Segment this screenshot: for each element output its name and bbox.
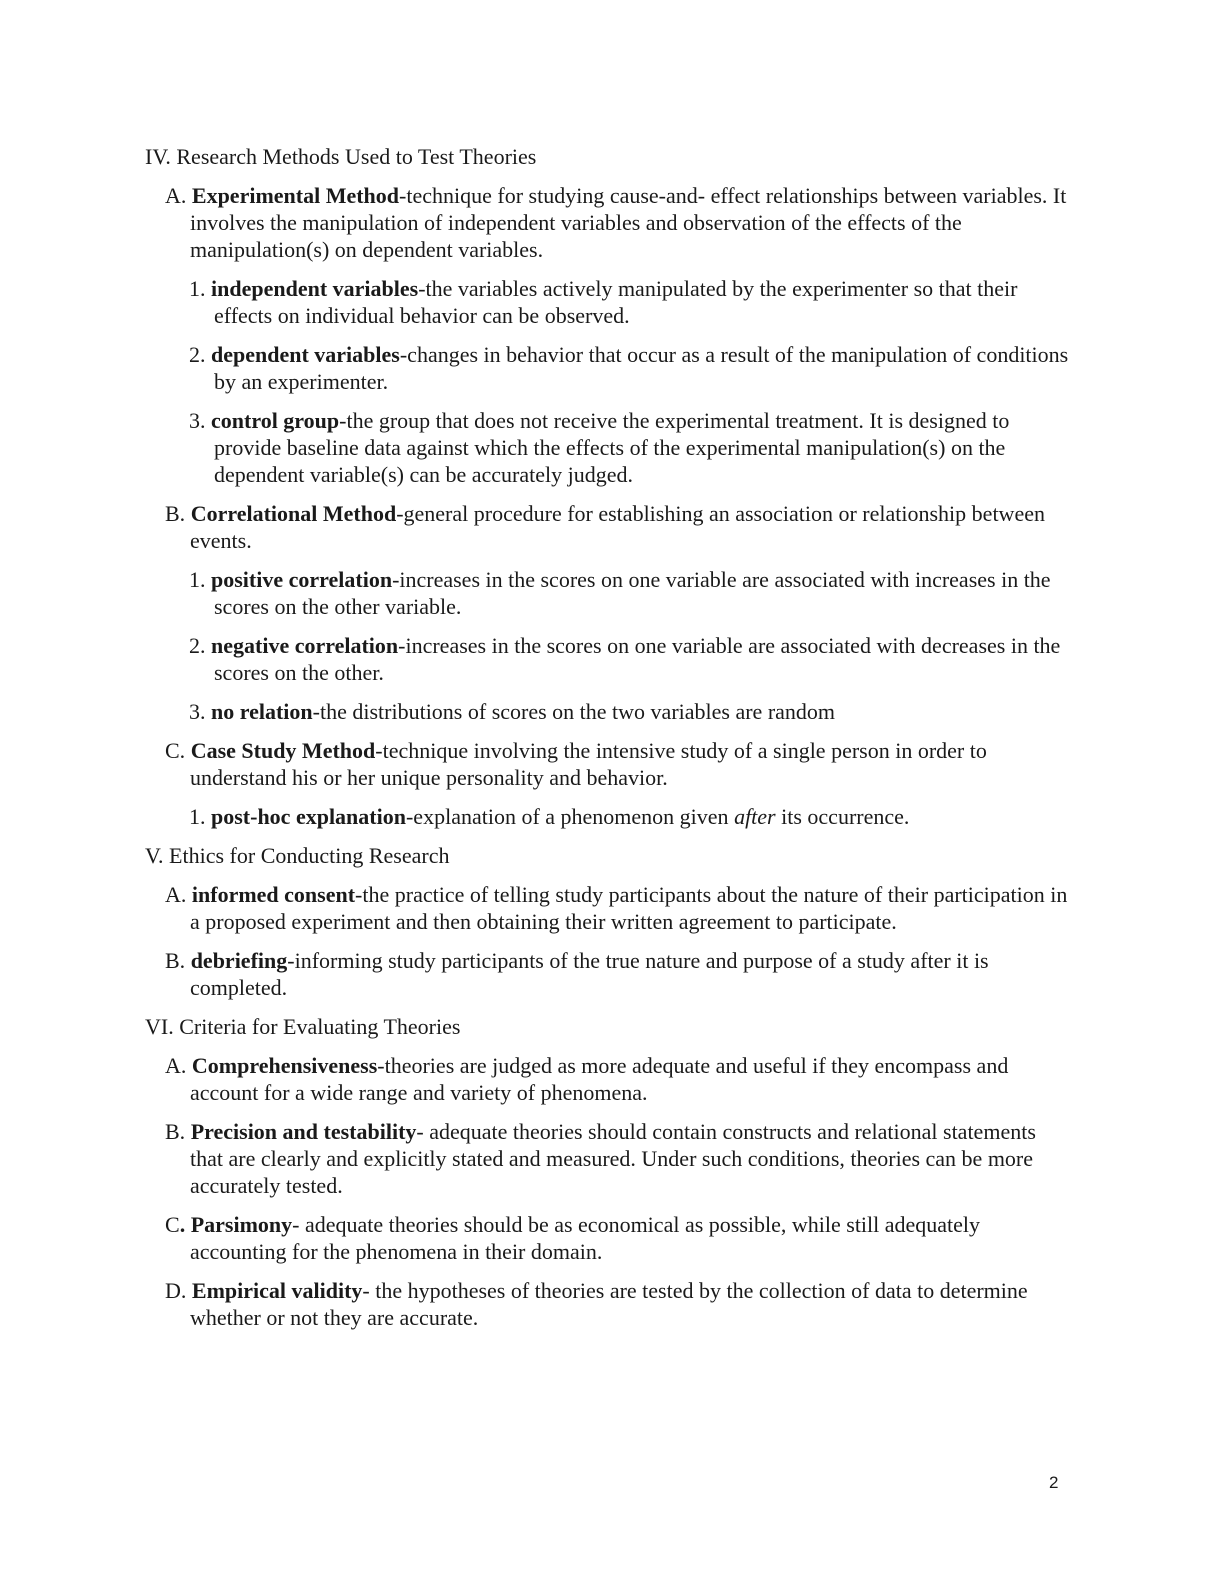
section-heading-v: V. Ethics for Conducting Research <box>145 843 450 868</box>
page-number: 2 <box>1049 1473 1059 1492</box>
list-item-dependent-variables <box>145 341 1070 395</box>
definition-text: - adequate theories should contain constructs and relational statements that are clearly and explicitly stated and measured. Under such conditions, theories can be more accurately tested. <box>190 1119 1036 1198</box>
term-informed-consent: informed consent <box>191 882 356 907</box>
item-marker: 1. <box>189 276 211 301</box>
term-empirical-validity: Empirical validity <box>191 1278 363 1303</box>
item-marker: A. <box>165 882 192 907</box>
term-case-study-method: Case Study Method <box>190 738 376 763</box>
document-body <box>145 143 1070 1343</box>
term-comprehensiveness: Comprehensiveness <box>191 1053 378 1078</box>
term-post-hoc-explanation: post-hoc explanation <box>211 804 406 829</box>
item-marker: A. <box>165 1053 192 1078</box>
list-item-independent-variables <box>145 275 1070 329</box>
definition-text: -explanation of a phenomenon given <box>405 804 735 829</box>
definition-text: -the practice of telling study participants about the nature of their participation in a proposed experiment and then obtaining their written agreement to participate. <box>190 882 1068 934</box>
definition-text: its occurrence. <box>775 804 910 829</box>
term-experimental-method: Experimental Method <box>191 183 400 208</box>
list-item-precision-and-testability <box>145 1118 1070 1199</box>
item-marker: D. <box>165 1278 192 1303</box>
definition-text: -technique involving the intensive study of a single person in order to understand his or her unique personality and behavior. <box>190 738 987 790</box>
definition-text: -changes in behavior that occur as a result of the manipulation of conditions by an experimenter. <box>214 342 1069 394</box>
item-marker: 2. <box>189 342 211 367</box>
item-marker: 3. <box>189 699 211 724</box>
list-item-control-group <box>145 407 1070 488</box>
list-item-comprehensiveness <box>145 1052 1070 1106</box>
list-item-positive-correlation <box>145 566 1070 620</box>
item-marker: 1. <box>189 804 211 829</box>
definition-text: -increases in the scores on one variable are associated with decreases in the scores on the other. <box>214 633 1061 685</box>
section-heading-iv: IV. Research Methods Used to Test Theories <box>145 144 537 169</box>
list-item-correlational-method <box>145 500 1070 554</box>
emphasis-text: after <box>734 804 776 829</box>
item-marker: C <box>165 1212 180 1237</box>
list-item-negative-correlation <box>145 632 1070 686</box>
definition-text: - the hypotheses of theories are tested by the collection of data to determine whether or not they are accurate. <box>190 1278 1028 1330</box>
section-heading-vi: VI. Criteria for Evaluating Theories <box>145 1014 461 1039</box>
item-marker: A. <box>165 183 192 208</box>
list-item-empirical-validity <box>145 1277 1070 1331</box>
definition-text: -informing study participants of the true nature and purpose of a study after it is completed. <box>190 948 989 1000</box>
term-independent-variables: independent variables <box>211 276 419 301</box>
list-item-no-relation <box>145 698 1070 725</box>
list-item-experimental-method <box>145 182 1070 263</box>
term-negative-correlation: negative correlation <box>211 633 399 658</box>
list-item-parsimony <box>145 1211 1070 1265</box>
definition-text: -the group that does not receive the experimental treatment. It is designed to provide baseline data against which the effects of the experimental manipulation(s) on the dependent variable(s) can be accurately judged. <box>214 408 1010 487</box>
definition-text: -technique for studying cause-and- effect relationships between variables. It involves the manipulation of independent variables and observation of the effects of the manipulation(s) on dependent variables. <box>190 183 1067 262</box>
item-marker: 3. <box>189 408 211 433</box>
term-positive-correlation: positive correlation <box>211 567 393 592</box>
list-item-debriefing <box>145 947 1070 1001</box>
definition-text: - adequate theories should be as economical as possible, while still adequately accounting for the phenomena in their domain. <box>190 1212 981 1264</box>
definition-text: -general procedure for establishing an association or relationship between events. <box>190 501 1045 553</box>
term-debriefing: debriefing <box>190 948 288 973</box>
list-item-post-hoc-explanation <box>145 803 1070 830</box>
list-item-informed-consent <box>145 881 1070 935</box>
definition-text: -the distributions of scores on the two variables are random <box>312 699 836 724</box>
item-marker: B. <box>165 1119 191 1144</box>
item-marker: 2. <box>189 633 211 658</box>
term-correlational-method: Correlational Method <box>190 501 397 526</box>
term-control-group: control group <box>211 408 340 433</box>
item-marker: B. <box>165 501 191 526</box>
list-item-case-study-method <box>145 737 1070 791</box>
definition-text: -increases in the scores on one variable are associated with increases in the scores on the other variable. <box>214 567 1051 619</box>
definition-text: -theories are judged as more adequate and useful if they encompass and account for a wide range and variety of phenomena. <box>190 1053 1009 1105</box>
item-marker: B. <box>165 948 191 973</box>
item-marker: 1. <box>189 567 211 592</box>
term-no-relation: no relation <box>211 699 313 724</box>
item-marker: C. <box>165 738 191 763</box>
definition-text: -the variables actively manipulated by the experimenter so that their effects on individual behavior can be observed. <box>214 276 1018 328</box>
term-dependent-variables: dependent variables <box>211 342 400 367</box>
term-parsimony: . Parsimony <box>179 1212 293 1237</box>
term-precision-and-testability: Precision and testability <box>190 1119 417 1144</box>
